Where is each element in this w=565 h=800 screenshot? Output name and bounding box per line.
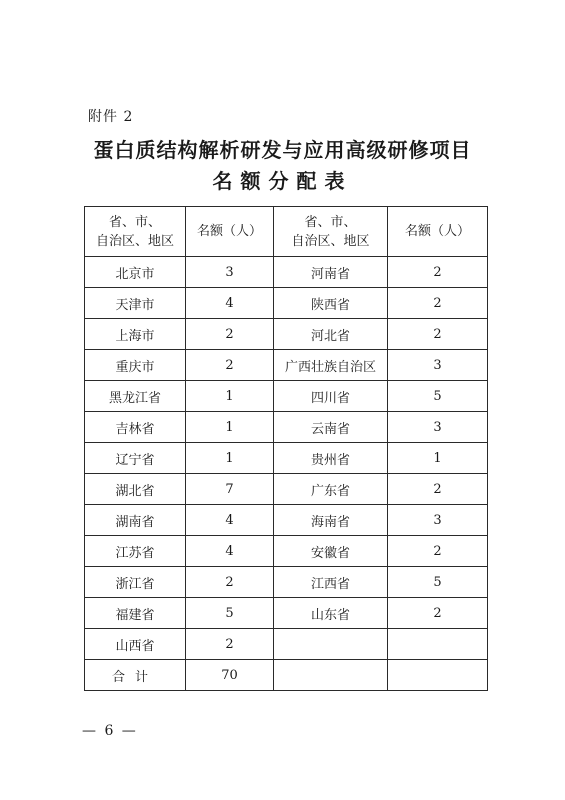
quota-cell: 3: [388, 412, 488, 443]
quota-cell: [388, 629, 488, 660]
header-region-left: [85, 207, 186, 257]
region-cell: 广西壮族自治区: [274, 350, 388, 381]
region-cell: 河南省: [274, 257, 388, 288]
document-subtitle: 名额分配表: [212, 169, 353, 193]
total-quota: 70: [186, 660, 274, 691]
region-cell: 安徽省: [274, 536, 388, 567]
quota-cell: 5: [186, 598, 274, 629]
region-cell: 山西省: [85, 629, 186, 660]
quota-cell: 1: [186, 443, 274, 474]
quota-cell: 5: [388, 381, 488, 412]
region-cell: 湖南省: [85, 505, 186, 536]
table-row: [85, 412, 488, 443]
region-cell: 天津市: [85, 288, 186, 319]
quota-cell: 4: [186, 536, 274, 567]
region-cell: 浙江省: [85, 567, 186, 598]
region-cell: 贵州省: [274, 443, 388, 474]
table-row: [85, 629, 488, 660]
region-cell: 云南省: [274, 412, 388, 443]
header-region-right: [274, 207, 388, 257]
total-label: 合计: [85, 660, 186, 691]
table-row: [85, 598, 488, 629]
quota-cell: 3: [388, 350, 488, 381]
quota-cell: 3: [388, 505, 488, 536]
region-cell: 北京市: [85, 257, 186, 288]
quota-cell: 2: [186, 629, 274, 660]
region-cell: 江西省: [274, 567, 388, 598]
attachment-label: 附件 2: [88, 109, 134, 125]
quota-cell: 7: [186, 474, 274, 505]
quota-cell: 1: [186, 381, 274, 412]
header-region-line1: 省、市、: [304, 214, 357, 230]
quota-cell: 2: [388, 257, 488, 288]
region-cell: 湖北省: [85, 474, 186, 505]
quota-cell: 1: [186, 412, 274, 443]
page-number: — 6 —: [82, 723, 138, 739]
header-region-line2: 自治区、地区: [291, 233, 370, 249]
region-cell: 黑龙江省: [85, 381, 186, 412]
table-row: [85, 381, 488, 412]
quota-cell: 2: [388, 474, 488, 505]
quota-cell: 5: [388, 567, 488, 598]
table-row: [85, 319, 488, 350]
region-cell: 山东省: [274, 598, 388, 629]
table-header-row: [85, 207, 488, 257]
quota-cell: 2: [388, 598, 488, 629]
table-row: [85, 536, 488, 567]
quota-cell: 2: [186, 350, 274, 381]
quota-table: [84, 206, 488, 691]
header-region-line2: 自治区、地区: [95, 233, 174, 249]
table-row: [85, 474, 488, 505]
region-cell: 江苏省: [85, 536, 186, 567]
region-cell: 海南省: [274, 505, 388, 536]
table-row: [85, 505, 488, 536]
table-row: [85, 350, 488, 381]
quota-cell: 2: [388, 288, 488, 319]
header-quota-right: 名额（人）: [388, 207, 488, 257]
empty-cell: [388, 660, 488, 691]
total-row: [85, 660, 488, 691]
quota-cell: 4: [186, 288, 274, 319]
region-cell: 河北省: [274, 319, 388, 350]
header-quota-left: 名额（人）: [186, 207, 274, 257]
quota-cell: 4: [186, 505, 274, 536]
quota-cell: 2: [186, 319, 274, 350]
region-cell: 辽宁省: [85, 443, 186, 474]
region-cell: 重庆市: [85, 350, 186, 381]
region-cell: 广东省: [274, 474, 388, 505]
document-title: 蛋白质结构解析研发与应用高级研修项目: [93, 138, 472, 162]
region-cell: 吉林省: [85, 412, 186, 443]
quota-cell: 2: [388, 319, 488, 350]
table-row: [85, 567, 488, 598]
region-cell: 陕西省: [274, 288, 388, 319]
empty-cell: [274, 660, 388, 691]
quota-cell: 3: [186, 257, 274, 288]
quota-cell: 1: [388, 443, 488, 474]
header-region-line1: 省、市、: [108, 214, 161, 230]
region-cell: 上海市: [85, 319, 186, 350]
region-cell: 四川省: [274, 381, 388, 412]
quota-cell: 2: [186, 567, 274, 598]
table-row: [85, 288, 488, 319]
quota-cell: 2: [388, 536, 488, 567]
region-cell: [274, 629, 388, 660]
table-row: [85, 257, 488, 288]
table-row: [85, 443, 488, 474]
region-cell: 福建省: [85, 598, 186, 629]
